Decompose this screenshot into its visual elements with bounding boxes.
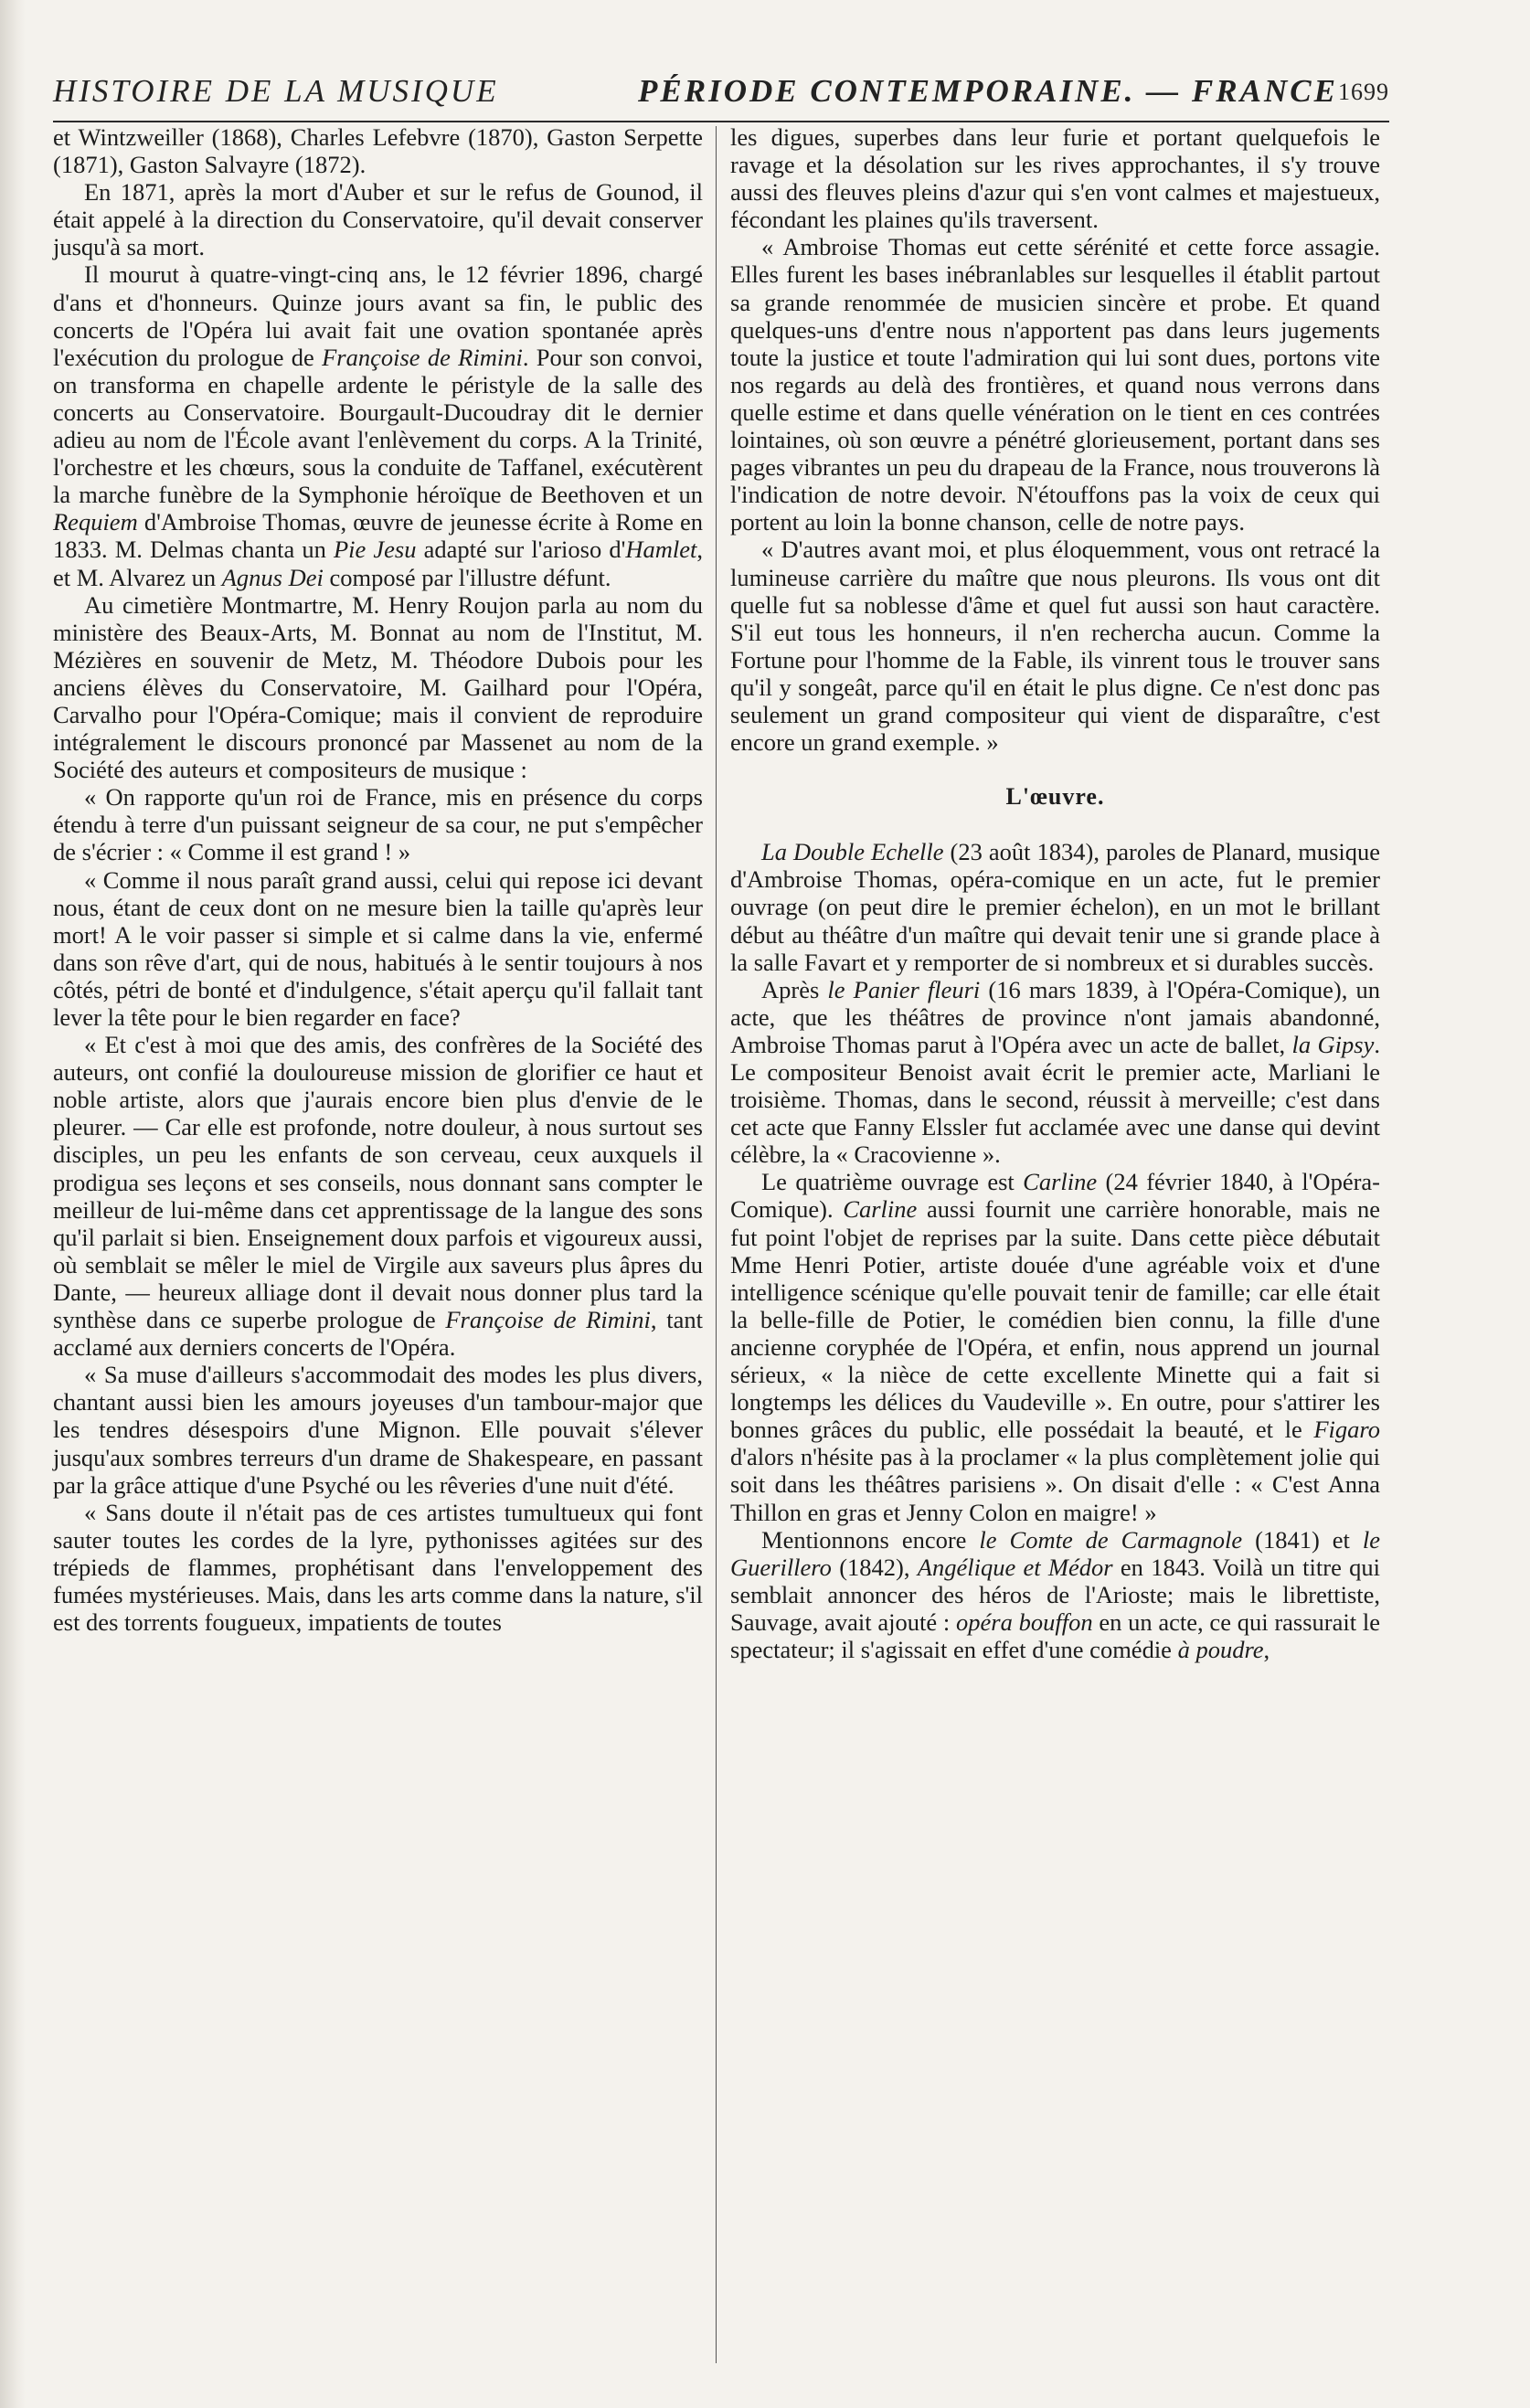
text-run: Au cimetière Montmartre, M. Henry Roujon parla au nom du ministère des Beaux-Arts, M. Bonnat au nom de l'Institut, M. Mézières en souvenir de Metz, M. Théodore Dubois pour les anciens élèves du Conservatoire, M. Gailhard pour l'Opéra, Carvalho pour l'Opéra-Comique; mais il convient de reproduire intégralement le discours prononcé par Massenet au nom de la Société des auteurs et compositeurs de musique : xyxy=(53,590,703,784)
italic-title: Requiem xyxy=(53,508,138,536)
paragraph xyxy=(53,123,703,178)
text-run: . Le compositeur Benoist avait écrit le premier acte, Marliani le troisième. Thomas, dans le second, réussit à merveille; c'est dans cet acte que Fanny Elssler fut acclamée avec une danse qui devint célèbre, la « Cracovienne ». xyxy=(730,1030,1380,1169)
italic-title: opéra bouffon xyxy=(956,1607,1093,1636)
left-column xyxy=(53,123,703,1636)
text-run: , xyxy=(1263,1635,1270,1663)
section-heading: L'œuvre. xyxy=(1005,783,1105,811)
italic-title: Françoise de Rimini xyxy=(322,343,523,371)
text-run: en 1843. Voilà un titre qui semblait annoncer des héros de l'Arioste; mais le librettiste, Sauvage, avait ajouté : xyxy=(730,1553,1381,1636)
paragraph xyxy=(730,123,1380,233)
paragraph xyxy=(53,178,703,260)
page-number: 1699 xyxy=(1338,79,1389,105)
paragraph xyxy=(53,866,703,1032)
text-run: « Sans doute il n'était pas de ces artistes tumultueux qui font sauter toutes les cordes de la lyre, pythonisses agitées sur des trépieds de flammes, prophétisant dans l'enveloppement des fumées mystérieuses. Mais, dans les arts comme dans la nature, s'il est des torrents fougueux, impatients de toutes xyxy=(53,1498,703,1637)
paragraph xyxy=(53,591,703,784)
italic-title: le Panier fleuri xyxy=(827,975,981,1003)
italic-title: à poudre xyxy=(1177,1635,1264,1663)
paragraph xyxy=(53,260,703,590)
italic-title: Françoise de Rimini xyxy=(445,1306,651,1334)
italic-title: Pie Jesu xyxy=(333,536,417,564)
text-run: « D'autres avant moi, et plus éloquemment, vous ont retracé la lumineuse carrière du maître que nous pleurons. Ils vous ont dit quelle fut sa noblesse d'âme et quel fut aussi son haut caractère. S'il eut tous les honneurs, il n'en rechercha aucun. Comme la Fortune pour l'homme de la Fable, ils vinrent tous le trouver sans qu'il y songeât, parce qu'il en était le plus digne. Ce n'est donc pas seulement un grand compositeur qui vient de disparaître, c'est encore un grand exemple. » xyxy=(730,536,1380,757)
text-run: d'Ambroise Thomas, œuvre de jeunesse écrite à Rome en 1833. M. Delmas chanta un xyxy=(53,508,703,564)
italic-title: Carline xyxy=(1023,1168,1098,1196)
paragraph xyxy=(730,976,1380,1169)
italic-title: le Comte de Carmagnole xyxy=(979,1525,1243,1554)
text-run: adapté sur l'arioso d' xyxy=(416,536,626,564)
italic-title: Angélique et Médor xyxy=(917,1553,1113,1581)
column-divider xyxy=(716,126,717,2363)
text-run: . Pour son convoi, on transforma en chapelle ardente le péristyle de la salle des concerts au Conservatoire. Bourgault-Ducoudray dit le dernier adieu au nom de l'École avant l'enlèvement du corps. A la Trinité, l'orchestre et les chœurs, sous la conduite de Taffanel, exécutèrent la marche funèbre de la Symphonie héroïque de Beethoven et un xyxy=(53,343,704,509)
italic-title: Hamlet xyxy=(625,536,697,564)
text-run: En 1871, après la mort d'Auber et sur le refus de Gounod, il était appelé à la direction du Conservatoire, qu'il devait conserver jusqu'à sa mort. xyxy=(53,178,703,261)
text-run: en un acte, ce qui rassurait le spectateur; il s'agissait en effet d'une comédie xyxy=(730,1607,1380,1663)
paragraph xyxy=(53,783,703,865)
text-run: (16 mars 1839, à l'Opéra-Comique), un acte, que les théâtres de province n'ont jamais abandonné, Ambroise Thomas parut à l'Opéra avec un acte de ballet, xyxy=(730,975,1380,1058)
header-rule xyxy=(53,121,1389,122)
italic-title: la Gipsy xyxy=(1291,1030,1375,1058)
paragraph xyxy=(730,1168,1380,1525)
right-column xyxy=(730,123,1380,1663)
text-run: les digues, superbes dans leur furie et portant quelquefois le ravage et la désolation sur les rives approchantes, il s'y trouve aussi des fleuves pleins d'azur qui s'en vont calmes et majestueux, fécondant les plaines qu'ils traversent. xyxy=(730,123,1380,234)
header-section-title: PÉRIODE CONTEMPORAINE. — FRANCE xyxy=(638,73,1338,109)
italic-title: le Guerillero xyxy=(730,1525,1380,1581)
italic-title: Figaro xyxy=(1313,1416,1380,1444)
paragraph xyxy=(730,536,1380,756)
text-run: (1842), xyxy=(831,1553,918,1581)
text-run: aussi fournit une carrière honorable, mais ne fut point l'objet de reprises par la suite. Dans cette pièce débutait Mme Henri Potier, artiste douée d'une agréable voix et d'une intelligence scénique qu'elle pouvait tenir de famille; car elle était la belle-fille de Potier, le comédien bien connu, la fille d'une ancienne coryphée de l'Opéra, et enfin, nous apprend un journal sérieux, « la nièce de cette excellente Minette qui a fait si longtemps les délices du Vaudeville ». En outre, pour s'attirer les bonnes grâces du public, elle possédait la beauté, et le xyxy=(730,1195,1380,1444)
text-run: et Wintzweiller (1868), Charles Lefebvre (1870), Gaston Serpette (1871), Gaston Salvayre (1872). xyxy=(53,123,703,179)
text-run: , tant acclamé aux derniers concerts de l'Opéra. xyxy=(53,1306,703,1362)
text-run: « Et c'est à moi que des amis, des confrères de la Société des auteurs, ont confié la douloureuse mission de glorifier ce haut et noble artiste, alors que j'aurais encore bien plus d'envie de le pleurer. — Car elle est profonde, notre douleur, à nous surtout ses disciples, un peu les enfants de son cerveau, ceux auxquels il prodigua ses leçons et ses conseils, nous donnant sans compter le meilleur de lui-même dans cet apprentissage de la langue des sons qu'il parlait si bien. Enseignement doux parfois et vigoureux aussi, où semblait se mêler le miel de Virgile aux saveurs plus âpres du Dante, — heureux alliage dont il devait nous donner plus tard la synthèse dans ce superbe prologue de xyxy=(53,1031,703,1334)
left-column-text xyxy=(53,123,703,1636)
text-run: « Comme il nous paraît grand aussi, celui qui repose ici devant nous, étant de ceux dont on ne mesure bien la taille qu'après leur mort! A le voir passer si simple et si calme dans la vie, enfermé dans son rêve d'art, qui de nous, habitués à le sentir toujours à nos côtés, pétri de bonté et d'indulgence, s'était aperçu qu'il fallait tant lever la tête pour le bien regarder en face? xyxy=(53,865,703,1031)
text-run: (23 août 1834), paroles de Planard, musique d'Ambroise Thomas, opéra-comique en un acte, fut le premier ouvrage (on peut dire le premier échelon), en un mot le brillant début au théâtre d'un maître qui devait tenir une si grande place à la salle Favart et y remporter de si nombreux et si durables succès. xyxy=(730,838,1381,976)
text-run: « On rapporte qu'un roi de France, mis en présence du corps étendu à terre d'un puissant seigneur de sa cour, ne put s'empêcher de s'écrier : « Comme il est grand ! » xyxy=(53,783,703,866)
paragraph xyxy=(730,233,1380,536)
text-run: , et M. Alvarez un xyxy=(53,536,703,591)
italic-title: La Double Echelle xyxy=(761,838,944,866)
right-column-text-bottom xyxy=(730,838,1380,1663)
paragraph xyxy=(53,1499,703,1636)
text-run: Mentionnons encore xyxy=(761,1525,980,1554)
paragraph xyxy=(730,838,1380,975)
page-binding-shadow xyxy=(0,0,26,2408)
italic-title: Agnus Dei xyxy=(221,563,324,591)
paragraph xyxy=(730,1526,1380,1663)
text-run: composé par l'illustre défunt. xyxy=(323,563,611,591)
text-run: Après xyxy=(761,975,828,1003)
running-header xyxy=(53,73,1389,113)
text-run: (1841) et xyxy=(1242,1525,1363,1554)
paragraph xyxy=(53,1031,703,1361)
text-run: « Sa muse d'ailleurs s'accommodait des modes les plus divers, chantant aussi bien les amours joyeuses d'un tambour-major que les tendres désespoirs d'une Mignon. Elle pouvait s'élever jusqu'aux sombres terreurs d'un drame de Shakespeare, en passant par la grâce attique d'une Psyché ou les rêveries d'une nuit d'été. xyxy=(53,1361,703,1499)
text-run: Le quatrième ouvrage est xyxy=(761,1168,1024,1196)
text-run: Il mourut à quatre-vingt-cinq ans, le 12 février 1896, chargé d'ans et d'honneurs. Quinze jours avant sa fin, le public des concerts de l'Opéra lui avait fait une ovation spontanée après l'exécution du prologue de xyxy=(53,260,703,371)
italic-title: Carline xyxy=(843,1195,918,1224)
right-column-text-top xyxy=(730,123,1380,756)
paragraph xyxy=(53,1361,703,1498)
header-book-title: HISTOIRE DE LA MUSIQUE xyxy=(53,73,499,109)
text-run: d'alors n'hésite pas à la proclamer « la plus complètement jolie qui soit dans les théâtres parisiens ». On disait d'elle : « C'est Anna Thillon en gras et Jenny Colon en maigre! » xyxy=(730,1443,1380,1526)
text-run: (24 février 1840, à l'Opéra-Comique). xyxy=(730,1168,1380,1224)
text-run: « Ambroise Thomas eut cette sérénité et cette force assagie. Elles furent les bases inébranlables sur lesquelles il établit partout sa grande renommée de musicien sincère et probe. Et quand quelques-uns d'entre nous n'apportent pas dans leurs jugements toute la justice et toute l'admiration qui lui sont dues, portons vite nos regards au delà des frontières, et quand nous verrons dans quelle estime et dans quelle vénération on le tient en ces contrées lointaines, où son œuvre a pénétré glorieusement, portant dans ses pages vibrantes un peu du drapeau de la France, nous trouverons là l'indication de notre devoir. N'étouffons pas la voix de ceux qui portent au loin la bonne chanson, celle de notre pays. xyxy=(730,233,1380,536)
